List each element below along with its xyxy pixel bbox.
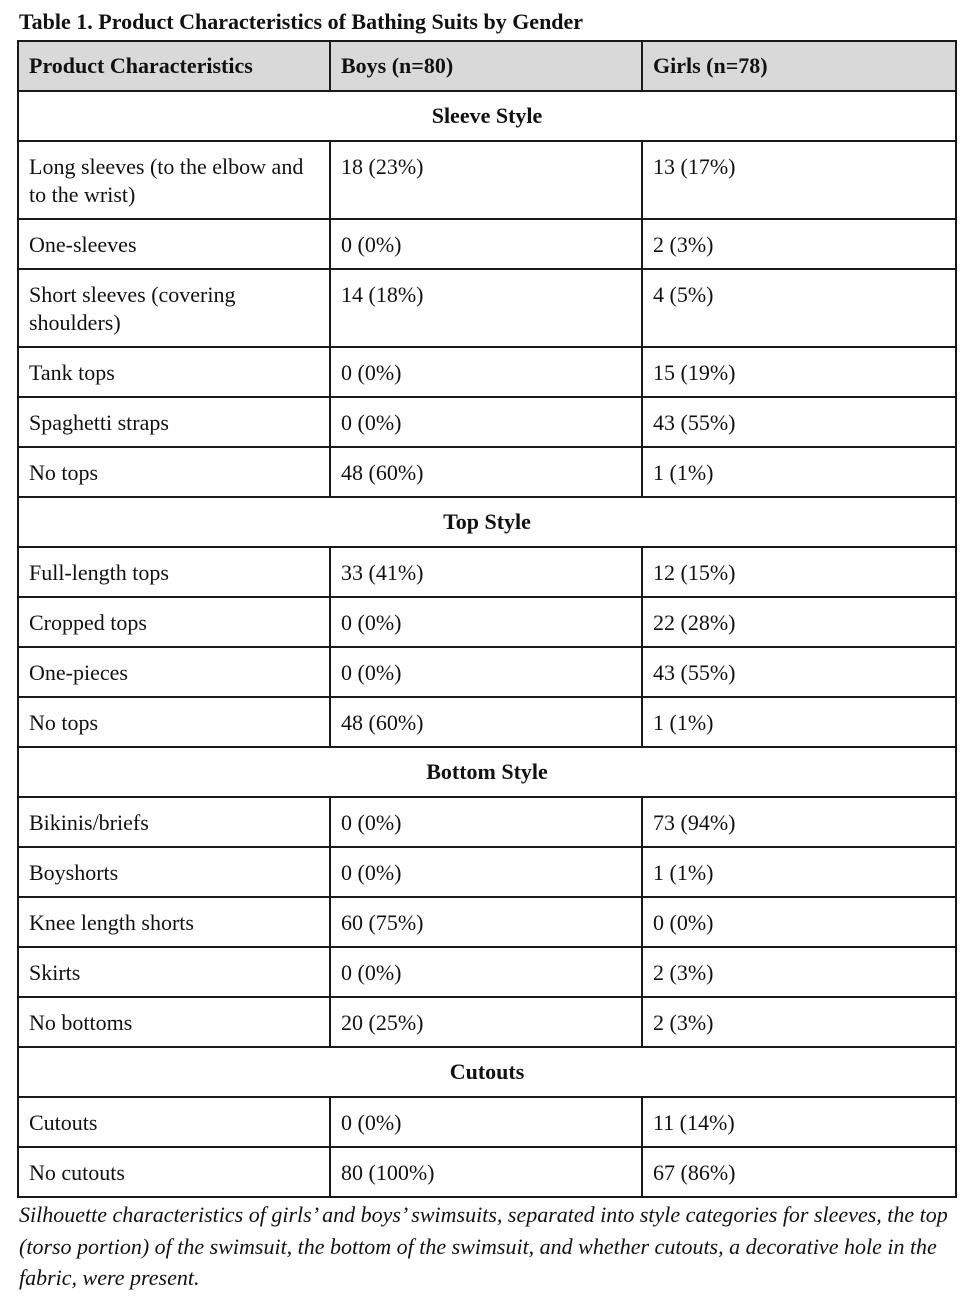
characteristics-table (17, 40, 957, 1198)
table-row (18, 447, 956, 497)
table-note: Silhouette characteristics of girls’ and boys’ swimsuits, separated into style categories for sleeves, the top (torso portion) of the swimsuit, the bottom of the swimsuit, and whether cutouts, a decorative hole in the fabric, were present. (19, 1202, 948, 1290)
row-label-cell: Full-length tops (18, 547, 330, 597)
table-row (18, 797, 956, 847)
girls-value-cell: 43 (55%) (642, 647, 956, 697)
girls-value-cell: 2 (3%) (642, 947, 956, 997)
table-row (18, 697, 956, 747)
row-label-cell: Spaghetti straps (18, 397, 330, 447)
section-title: Top Style (18, 497, 956, 547)
section-title: Cutouts (18, 1047, 956, 1097)
row-label-cell: Short sleeves (covering shoulders) (18, 269, 330, 347)
row-label-cell: Bikinis/briefs (18, 797, 330, 847)
table-row (18, 219, 956, 269)
boys-value-cell: 48 (60%) (330, 447, 642, 497)
row-label-cell: Cropped tops (18, 597, 330, 647)
table-row (18, 897, 956, 947)
header-boys: Boys (n=80) (330, 41, 642, 91)
girls-value-cell: 1 (1%) (642, 847, 956, 897)
table-row (18, 141, 956, 219)
section-header-row (18, 497, 956, 547)
row-label-cell: No tops (18, 697, 330, 747)
table-row (18, 597, 956, 647)
table-row (18, 1097, 956, 1147)
boys-value-cell: 0 (0%) (330, 647, 642, 697)
boys-value-cell: 0 (0%) (330, 947, 642, 997)
table-row (18, 997, 956, 1047)
section-header-row (18, 747, 956, 797)
boys-value-cell: 80 (100%) (330, 1147, 642, 1197)
girls-value-cell: 2 (3%) (642, 219, 956, 269)
row-label-cell: Boyshorts (18, 847, 330, 897)
girls-value-cell: 22 (28%) (642, 597, 956, 647)
row-label-cell: One-sleeves (18, 219, 330, 269)
header-girls: Girls (n=78) (642, 41, 956, 91)
girls-value-cell: 15 (19%) (642, 347, 956, 397)
row-label-cell: Skirts (18, 947, 330, 997)
girls-value-cell: 2 (3%) (642, 997, 956, 1047)
boys-value-cell: 0 (0%) (330, 597, 642, 647)
girls-value-cell: 1 (1%) (642, 447, 956, 497)
boys-value-cell: 0 (0%) (330, 219, 642, 269)
table-body (18, 91, 956, 1197)
girls-value-cell: 1 (1%) (642, 697, 956, 747)
girls-value-cell: 12 (15%) (642, 547, 956, 597)
section-header-row (18, 1047, 956, 1097)
row-label-cell: No tops (18, 447, 330, 497)
row-label-cell: Knee length shorts (18, 897, 330, 947)
table-row (18, 347, 956, 397)
table-row (18, 397, 956, 447)
girls-value-cell: 43 (55%) (642, 397, 956, 447)
girls-value-cell: 11 (14%) (642, 1097, 956, 1147)
table-row (18, 547, 956, 597)
section-header-row (18, 91, 956, 141)
boys-value-cell: 14 (18%) (330, 269, 642, 347)
boys-value-cell: 60 (75%) (330, 897, 642, 947)
boys-value-cell: 33 (41%) (330, 547, 642, 597)
row-label-cell: One-pieces (18, 647, 330, 697)
table-row (18, 1147, 956, 1197)
girls-value-cell: 4 (5%) (642, 269, 956, 347)
section-title: Sleeve Style (18, 91, 956, 141)
girls-value-cell: 67 (86%) (642, 1147, 956, 1197)
table-row (18, 647, 956, 697)
header-product-characteristics: Product Characteristics (18, 41, 330, 91)
boys-value-cell: 0 (0%) (330, 797, 642, 847)
boys-value-cell: 0 (0%) (330, 847, 642, 897)
table-row (18, 269, 956, 347)
girls-value-cell: 0 (0%) (642, 897, 956, 947)
girls-value-cell: 73 (94%) (642, 797, 956, 847)
boys-value-cell: 48 (60%) (330, 697, 642, 747)
section-title: Bottom Style (18, 747, 956, 797)
table-row (18, 947, 956, 997)
boys-value-cell: 0 (0%) (330, 397, 642, 447)
row-label-cell: Cutouts (18, 1097, 330, 1147)
row-label-cell: No cutouts (18, 1147, 330, 1197)
table-header-row (18, 41, 956, 91)
table-row (18, 847, 956, 897)
girls-value-cell: 13 (17%) (642, 141, 956, 219)
row-label-cell: Long sleeves (to the elbow and to the wrist) (18, 141, 330, 219)
boys-value-cell: 18 (23%) (330, 141, 642, 219)
boys-value-cell: 0 (0%) (330, 347, 642, 397)
row-label-cell: Tank tops (18, 347, 330, 397)
table-caption: Table 1. Product Characteristics of Bathing Suits by Gender (19, 9, 584, 34)
row-label-cell: No bottoms (18, 997, 330, 1047)
boys-value-cell: 0 (0%) (330, 1097, 642, 1147)
boys-value-cell: 20 (25%) (330, 997, 642, 1047)
